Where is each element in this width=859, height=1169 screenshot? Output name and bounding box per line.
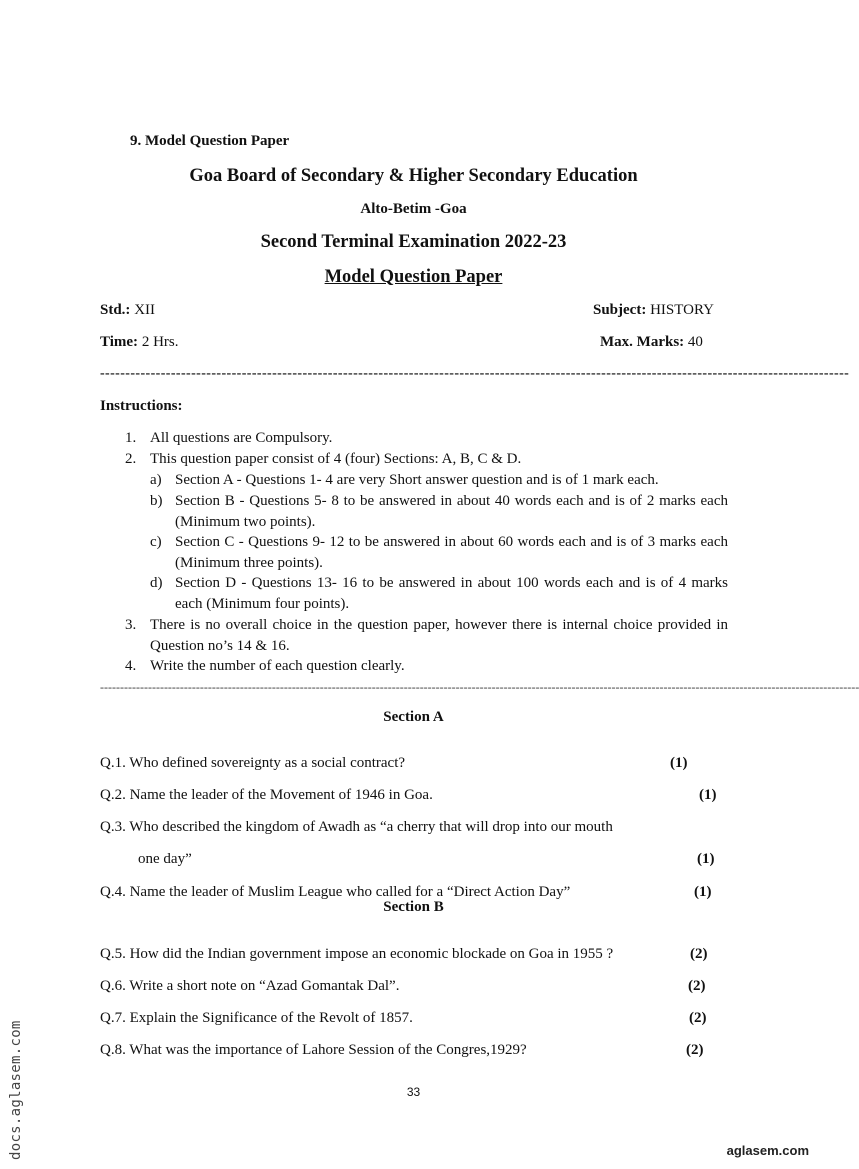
std-value: XII bbox=[130, 302, 156, 318]
question-3-marks: (1) bbox=[697, 851, 715, 867]
instruction-item bbox=[125, 656, 730, 676]
instruction-text: There is no overall choice in the question paper, however there is internal choice provided in Question no’s 14 & 16. bbox=[150, 617, 728, 654]
question-1-marks: (1) bbox=[670, 755, 688, 771]
instruction-item bbox=[125, 449, 730, 469]
marks-value: 40 bbox=[684, 334, 703, 350]
paper-title-text: Model Question Paper bbox=[324, 267, 503, 287]
instruction-item bbox=[125, 615, 730, 656]
instruction-number: 2. bbox=[125, 451, 137, 467]
question-7: Q.7. Explain the Significance of the Revolt of 1857. bbox=[100, 1010, 413, 1026]
instruction-number: b) bbox=[150, 493, 163, 509]
instruction-number: 3. bbox=[125, 617, 137, 633]
side-watermark: docs.aglasem.com bbox=[8, 1020, 24, 1160]
divider-bottom: ---------------------------------------------------------------------------------------------------------------------------------------------------------------------------------------------- bbox=[100, 680, 859, 694]
std-label: Std.: bbox=[100, 302, 131, 318]
instructions-title: Instructions: bbox=[100, 398, 183, 414]
instruction-subitem bbox=[150, 491, 730, 532]
instruction-subitem bbox=[150, 532, 730, 573]
section-b-title: Section B bbox=[383, 899, 444, 915]
question-4: Q.4. Name the leader of Muslim League who called for a “Direct Action Day” bbox=[100, 884, 571, 900]
instruction-item bbox=[125, 428, 730, 448]
time-label: Time: bbox=[100, 334, 139, 350]
time-value: 2 Hrs. bbox=[138, 334, 179, 350]
question-8-marks: (2) bbox=[686, 1042, 704, 1058]
instruction-text: This question paper consist of 4 (four) Sections: A, B, C & D. bbox=[150, 451, 522, 467]
instruction-subitem bbox=[150, 470, 730, 490]
subject-field bbox=[593, 302, 714, 319]
marks-label: Max. Marks: bbox=[600, 334, 685, 350]
board-location: Alto-Betim -Goa bbox=[360, 201, 467, 217]
time-field bbox=[100, 334, 178, 351]
page-number: 33 bbox=[406, 1085, 421, 1099]
instruction-number: 4. bbox=[125, 658, 137, 674]
question-2: Q.2. Name the leader of the Movement of 1946 in Goa. bbox=[100, 787, 433, 803]
instruction-number: d) bbox=[150, 575, 163, 591]
instruction-subitem bbox=[150, 573, 730, 614]
exam-title: Second Terminal Examination 2022-23 bbox=[260, 232, 567, 252]
question-3: Q.3. Who described the kingdom of Awadh as “a cherry that will drop into our mouth bbox=[100, 819, 613, 835]
marks-field bbox=[600, 334, 703, 351]
question-7-marks: (2) bbox=[689, 1010, 707, 1026]
subject-label: Subject: bbox=[593, 302, 647, 318]
paper-title bbox=[0, 267, 827, 288]
instruction-text: Section C - Questions 9- 12 to be answered in about 60 words each and is of 3 marks each (Minimum three points). bbox=[175, 534, 728, 571]
question-6: Q.6. Write a short note on “Azad Gomantak Dal”. bbox=[100, 978, 400, 994]
question-2-marks: (1) bbox=[699, 787, 717, 803]
brand-logo: aglasem.com bbox=[726, 1143, 809, 1158]
question-6-marks: (2) bbox=[688, 978, 706, 994]
divider-top: ---------------------------------------------------------------------------------------------------------------------------------------------------- bbox=[100, 366, 850, 381]
instruction-text: Section A - Questions 1- 4 are very Short answer question and is of 1 mark each. bbox=[175, 472, 659, 488]
std-field bbox=[100, 302, 155, 319]
question-1: Q.1. Who defined sovereignty as a social contract? bbox=[100, 755, 406, 771]
question-5-marks: (2) bbox=[690, 946, 708, 962]
question-8: Q.8. What was the importance of Lahore Session of the Congres,1929? bbox=[100, 1042, 527, 1058]
board-name: Goa Board of Secondary & Higher Secondary Education bbox=[189, 166, 638, 186]
instruction-text: Section D - Questions 13- 16 to be answered in about 100 words each and is of 4 marks each (Minimum four points). bbox=[175, 575, 728, 612]
instruction-text: Section B - Questions 5- 8 to be answered in about 40 words each and is of 2 marks each (Minimum two points). bbox=[175, 493, 728, 530]
instruction-text: All questions are Compulsory. bbox=[150, 430, 333, 446]
question-4-marks: (1) bbox=[694, 884, 712, 900]
question-5: Q.5. How did the Indian government impose an economic blockade on Goa in 1955 ? bbox=[100, 946, 614, 962]
instruction-number: a) bbox=[150, 472, 162, 488]
section-a-title: Section A bbox=[383, 709, 444, 725]
instruction-text: Write the number of each question clearly. bbox=[150, 658, 405, 674]
instruction-number: 1. bbox=[125, 430, 137, 446]
paper-heading: 9. Model Question Paper bbox=[130, 133, 290, 149]
instruction-number: c) bbox=[150, 534, 162, 550]
subject-value: HISTORY bbox=[646, 302, 714, 318]
question-3-continuation: one day” bbox=[138, 851, 192, 867]
